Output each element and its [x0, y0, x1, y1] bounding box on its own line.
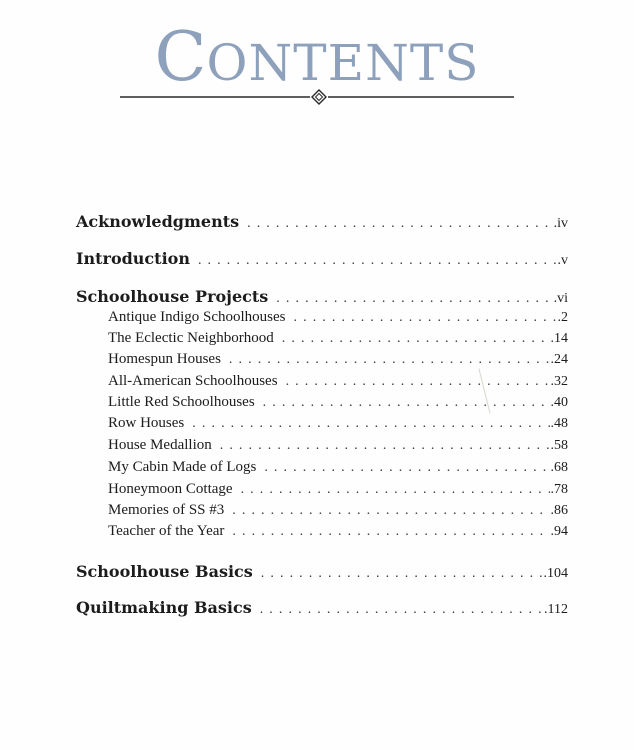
toc-subentry-label: Little Red Schoolhouses	[108, 394, 255, 410]
toc-entry-page: .iv	[553, 216, 568, 231]
dot-leader	[264, 460, 549, 476]
dot-leader	[261, 566, 543, 582]
toc-entry-page: .vi	[553, 291, 568, 306]
toc-entry-label: Quiltmaking Basics	[76, 598, 252, 617]
toc-subentry[interactable]	[108, 373, 568, 390]
toc-entry-schoolhouse-basics[interactable]	[76, 562, 568, 582]
toc-entry-page: .104	[543, 566, 568, 581]
toc-subentry-page: .58	[550, 438, 568, 453]
diamond-ornament-icon	[120, 86, 514, 108]
toc-subentry-page: .48	[550, 416, 568, 431]
toc-subentry-page: .24	[550, 352, 568, 367]
toc-subentry-page: .78	[550, 482, 568, 497]
toc-subentry[interactable]	[108, 351, 568, 368]
toc-entry-label: Introduction	[76, 249, 190, 268]
toc-entry-page: .v	[557, 253, 568, 268]
toc-subentry-page: .32	[550, 374, 568, 389]
toc-subentry-label: Row Houses	[108, 415, 185, 431]
dot-leader	[198, 253, 557, 269]
toc-subentry-label: Teacher of the Year	[108, 523, 225, 539]
dot-leader	[282, 331, 550, 347]
toc-entry-acknowledgments[interactable]	[76, 212, 568, 232]
toc-subentry-page: .68	[550, 460, 568, 475]
page-title-rest: ONTENTS	[206, 34, 480, 92]
toc-subentry[interactable]	[108, 394, 568, 411]
dot-leader	[286, 374, 550, 390]
toc-subentry[interactable]	[108, 523, 568, 540]
toc-subentry-label: Memories of SS #3	[108, 502, 225, 518]
toc-subentry[interactable]	[108, 330, 568, 347]
toc-subentry-label: House Medallion	[108, 437, 212, 453]
toc-entry-page: .112	[544, 602, 568, 617]
toc-entry-label: Schoolhouse Basics	[76, 562, 253, 581]
toc-subentry[interactable]	[108, 502, 568, 519]
dot-leader	[192, 416, 549, 432]
toc-entry-label: Schoolhouse Projects	[76, 287, 269, 306]
toc-subentry[interactable]	[108, 459, 568, 476]
toc-subentry[interactable]	[108, 481, 568, 498]
ornamental-rule	[120, 86, 514, 108]
dot-leader	[294, 310, 557, 326]
toc-subentry-page: .94	[550, 524, 568, 539]
toc-subentry-label: Honeymoon Cottage	[108, 481, 233, 497]
toc-subentry-label: The Eclectic Neighborhood	[108, 330, 274, 346]
dot-leader	[229, 352, 550, 368]
toc-subentry[interactable]	[108, 437, 568, 454]
dot-leader	[276, 291, 552, 307]
dot-leader	[247, 216, 553, 232]
page-title-initial: C	[154, 18, 207, 97]
toc-entry-quiltmaking-basics[interactable]	[76, 598, 568, 618]
toc-entry-schoolhouse-projects[interactable]	[76, 287, 568, 307]
toc-subentry-page: .40	[550, 395, 568, 410]
toc-subentry-label: All-American Schoolhouses	[108, 373, 278, 389]
toc-subentry-label: Antique Indigo Schoolhouses	[108, 309, 286, 325]
dot-leader	[241, 482, 550, 498]
toc-subentry[interactable]	[108, 415, 568, 432]
toc-subentry-page: .86	[550, 503, 568, 518]
toc-subentry-page: .2	[557, 310, 568, 325]
toc-subentry-page: .14	[550, 331, 568, 346]
dot-leader	[263, 395, 550, 411]
dot-leader	[260, 602, 543, 618]
toc-entry-label: Acknowledgments	[76, 212, 240, 231]
dot-leader	[232, 524, 549, 540]
toc-subentry[interactable]	[108, 309, 568, 326]
toc-entry-introduction[interactable]	[76, 249, 568, 269]
dot-leader	[232, 503, 549, 519]
toc-subentry-label: Homespun Houses	[108, 351, 221, 367]
toc-subentry-label: My Cabin Made of Logs	[108, 459, 257, 475]
dot-leader	[220, 438, 550, 454]
